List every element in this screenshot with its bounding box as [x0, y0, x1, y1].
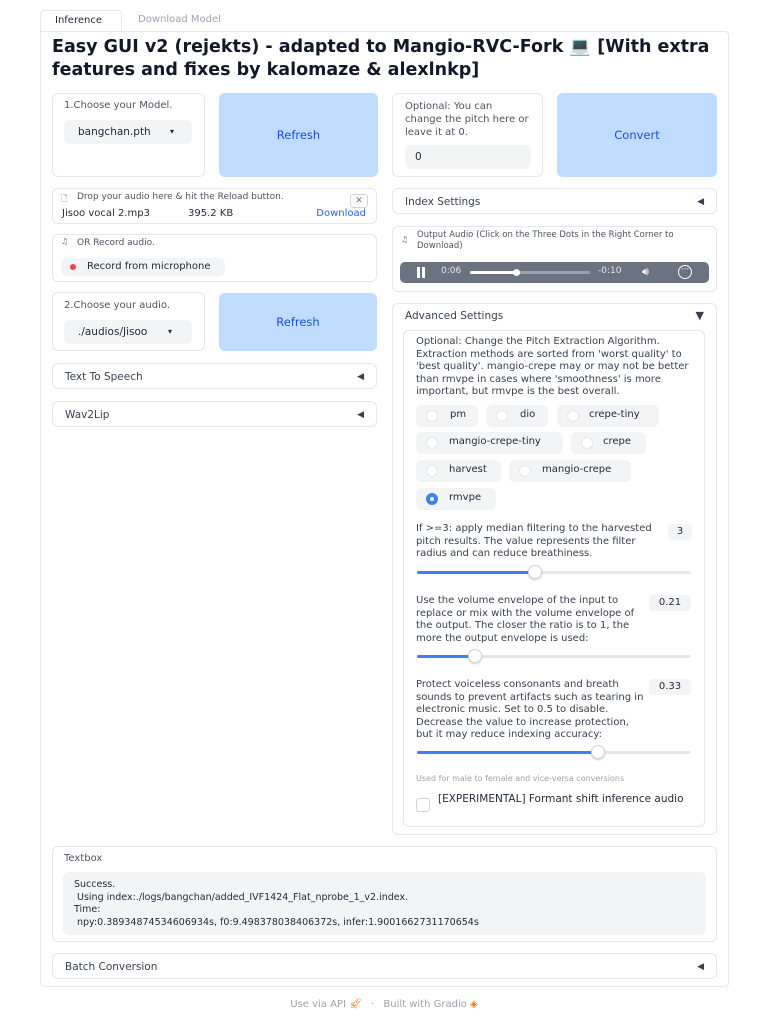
page-title: Easy GUI v2 (rejekts) - adapted to Mangio-RVC-Fork 💻 [With extra features and fixes by kalomaze & alexlnkp] — [52, 37, 710, 80]
radio-label-pm: pm — [450, 409, 467, 420]
record-dot-icon — [70, 264, 76, 270]
collapse-arrow-icon: ◀ — [697, 962, 704, 972]
tab-inference-label: Inference — [55, 15, 102, 26]
radio-label-harvest: harvest — [449, 464, 487, 475]
gradio-logo-icon: ◈ — [470, 999, 478, 1010]
slider-thumb[interactable] — [468, 649, 482, 663]
volume-envelope-slider[interactable] — [417, 655, 691, 658]
radio-mangio-crepe-tiny[interactable] — [416, 432, 563, 454]
pitch-input[interactable]: 0 — [405, 145, 531, 169]
slider-thumb[interactable] — [528, 565, 542, 579]
pause-icon[interactable] — [416, 267, 426, 278]
wav2lip-accordion[interactable] — [52, 401, 377, 427]
batch-conversion-label: Batch Conversion — [65, 961, 158, 973]
radio-pm[interactable] — [416, 405, 478, 427]
tab-download-model-label: Download Model — [138, 14, 221, 25]
protect-label: Protect voiceless consonants and breath sounds to prevent artifacts such as tearing in electronic music. Set to 0.5 to disable. Decrease the value to increase protection, but it may reduce indexing accuracy: — [416, 679, 644, 741]
textbox-output[interactable] — [63, 872, 706, 935]
radio-label-crepe: crepe — [603, 436, 632, 447]
use-via-api-link[interactable]: Use via API — [290, 999, 346, 1010]
model-selected: bangchan.pth — [78, 126, 151, 138]
audio-choice-panel — [52, 292, 205, 351]
volume-envelope-label: Use the volume envelope of the input to replace or mix with the volume envelope of the output. The closer the ratio is to 1, the more the output envelope is used: — [416, 595, 635, 644]
radio-circle — [519, 465, 531, 477]
algo-description: Optional: Change the Pitch Extraction Algorithm. Extraction methods are sorted from 'worst quality' to 'best quality'. mangio-crepe may or may not be better than rmvpe in cases where 'smoothness' is more important, but rmvpe is the best overall. — [416, 336, 689, 398]
median-filter-input[interactable]: 3 — [668, 524, 692, 540]
text-to-speech-label: Text To Speech — [65, 371, 143, 383]
music-note-icon: ♫ — [61, 237, 69, 246]
record-panel — [52, 234, 377, 282]
formant-label: [EXPERIMENTAL] Formant shift inference audio — [438, 793, 684, 805]
audio-selected: ./audios/Jisoo — [78, 326, 148, 338]
audio-refresh-button[interactable]: Refresh — [219, 293, 377, 351]
expand-arrow-icon[interactable]: ▼ — [695, 309, 704, 322]
radio-label-mangio-crepe: mangio-crepe — [542, 464, 612, 475]
file-size: 395.2 KB — [188, 208, 234, 219]
textbox-line: Using index:./logs/bangchan/added_IVF1424_Flat_nprobe_1_v2.index. — [77, 891, 409, 903]
built-with-gradio-link[interactable]: Built with Gradio — [383, 999, 467, 1010]
radio-circle — [426, 437, 438, 449]
pitch-label: Optional: You can change the pitch here or leave it at 0. — [405, 101, 529, 138]
textbox-line: Success. — [74, 879, 116, 890]
radio-circle-selected — [426, 493, 438, 505]
radio-circle — [567, 410, 579, 422]
slider-fill — [417, 655, 475, 658]
model-panel — [52, 93, 205, 177]
chevron-down-icon: ▾ — [167, 327, 172, 336]
radio-crepe[interactable] — [571, 432, 646, 454]
music-note-icon: ♫ — [401, 235, 409, 244]
textbox-panel — [52, 846, 717, 942]
radio-circle — [426, 410, 438, 422]
collapse-arrow-icon: ◀ — [697, 197, 704, 207]
audio-choice-label: 2.Choose your audio. — [64, 300, 171, 311]
slider-fill — [417, 571, 535, 574]
radio-rmvpe[interactable] — [416, 488, 496, 510]
pitch-panel — [392, 93, 543, 177]
radio-harvest[interactable] — [416, 460, 501, 482]
text-to-speech-accordion[interactable] — [52, 363, 377, 389]
radio-mangio-crepe[interactable] — [509, 460, 631, 482]
slider-thumb[interactable] — [591, 745, 605, 759]
textbox-line: npy:0.38934874534606934s, f0:9.498378038406372s, infer:1.9001662731170654s — [77, 916, 479, 928]
record-microphone-button[interactable] — [61, 258, 225, 276]
wav2lip-label: Wav2Lip — [65, 409, 110, 421]
output-audio-label: Output Audio (Click on the Three Dots in the Right Corner to Download) — [417, 230, 674, 251]
upload-label: Drop your audio here & hit the Reload button. — [77, 192, 284, 202]
footer-separator: · — [371, 999, 375, 1010]
audio-progress-bar[interactable] — [470, 271, 590, 274]
audio-dropdown[interactable] — [64, 320, 192, 344]
tab-download-model[interactable] — [124, 10, 244, 32]
chevron-down-icon: ▾ — [169, 127, 174, 136]
radio-circle — [581, 437, 593, 449]
rocket-icon: 🚀︎ — [349, 999, 365, 1010]
convert-button[interactable]: Convert — [557, 93, 717, 177]
textbox-line: Time: — [74, 904, 101, 915]
radio-label-dio: dio — [520, 409, 536, 420]
tab-inference[interactable] — [40, 10, 122, 32]
radio-label-crepe-tiny: crepe-tiny — [589, 409, 640, 420]
audio-upload[interactable] — [52, 188, 377, 224]
median-filter-label: If >=3: apply median filtering to the harvested pitch results. The value represents the filter radius and can reduce breathiness. — [416, 523, 652, 560]
index-settings-label: Index Settings — [405, 196, 481, 208]
footer — [0, 999, 768, 1010]
collapse-arrow-icon: ◀ — [357, 410, 364, 420]
file-icon: 🗋 — [61, 194, 68, 203]
record-button-label: Record from microphone — [87, 261, 211, 272]
volume-envelope-input[interactable]: 0.21 — [649, 595, 691, 611]
audio-progress-thumb[interactable] — [513, 269, 520, 276]
more-options-icon[interactable]: ··· — [678, 265, 692, 279]
model-dropdown[interactable] — [64, 120, 192, 144]
radio-crepe-tiny[interactable] — [557, 405, 659, 427]
download-link[interactable]: Download — [316, 208, 366, 219]
median-filter-slider[interactable] — [417, 571, 691, 574]
textbox-label: Textbox — [64, 853, 103, 864]
radio-circle — [496, 410, 508, 422]
model-label: 1.Choose your Model. — [64, 100, 173, 111]
volume-icon[interactable]: 🔊︎ — [642, 265, 649, 278]
protect-input[interactable]: 0.33 — [649, 679, 691, 695]
radio-circle — [426, 465, 438, 477]
remaining-time: -0:10 — [598, 266, 622, 276]
model-refresh-button[interactable]: Refresh — [219, 93, 378, 177]
file-name: Jisoo vocal 2.mp3 — [62, 208, 150, 219]
current-time: 0:06 — [441, 266, 462, 276]
protect-slider[interactable] — [417, 751, 691, 754]
radio-label-mangio-crepe-tiny: mangio-crepe-tiny — [449, 436, 541, 447]
formant-hint: Used for male to female and vice-versa conversions — [416, 774, 625, 783]
radio-label-rmvpe: rmvpe — [449, 492, 482, 503]
slider-fill — [417, 751, 598, 754]
output-audio-panel — [392, 226, 717, 292]
radio-dio[interactable] — [486, 405, 548, 427]
collapse-arrow-icon: ◀ — [357, 372, 364, 382]
advanced-settings-label[interactable]: Advanced Settings — [405, 310, 504, 322]
index-settings-accordion[interactable] — [392, 188, 717, 214]
formant-checkbox[interactable] — [416, 798, 430, 812]
record-label: OR Record audio. — [77, 238, 155, 248]
audio-player — [400, 262, 709, 283]
clear-file-button[interactable]: ✕ — [350, 194, 368, 208]
batch-conversion-accordion[interactable] — [52, 953, 717, 979]
audio-progress-fill — [470, 271, 516, 274]
